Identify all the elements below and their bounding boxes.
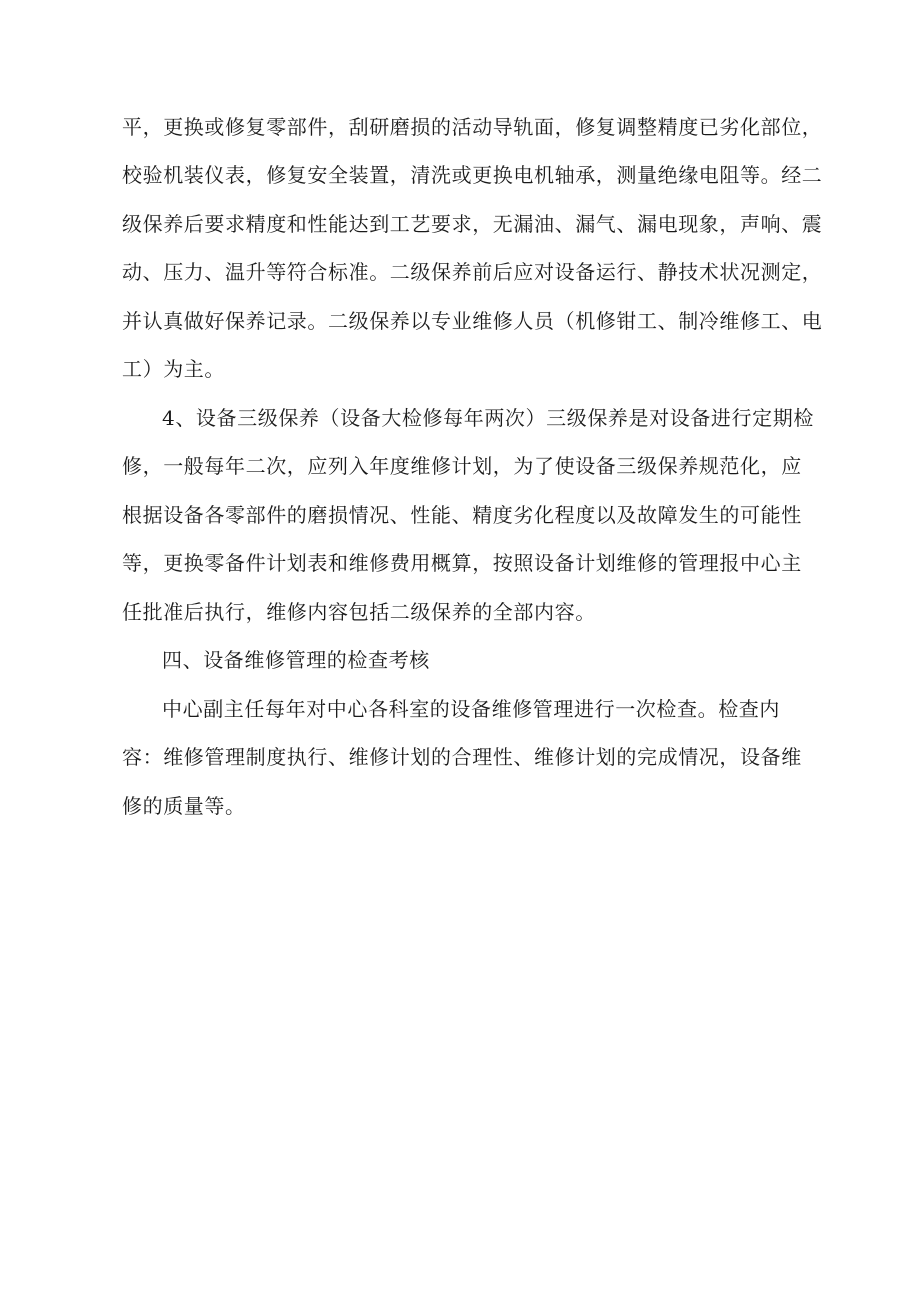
section-heading: 四、设备维修管理的检查考核 [162,648,430,672]
text-line: 并认真做好保养记录。二级保养以专业维修人员（机修钳工、制冷维修工、电 [122,309,823,333]
text-line: 容：维修管理制度执行、维修计划的合理性、维修计划的完成情况，设备维 [122,745,802,769]
text-line: 动、压力、温升等符合标准。二级保养前后应对设备运行、静技术状况测定， [122,260,823,284]
section-item-heading: 4、设备三级保养（设备大检修每年两次）三级保养是对设备进行定期检 [162,406,814,430]
text-line: 工）为主。 [122,357,225,381]
text-line: 中心副主任每年对中心各科室的设备维修管理进行一次检查。检查内 [162,697,780,721]
text-line: 修，一般每年二次，应列入年度维修计划，为了使设备三级保养规范化，应 [122,454,802,478]
text-line: 根据设备各零部件的磨损情况、性能、精度劣化程度以及故障发生的可能性 [122,503,802,527]
text-line: 修的质量等。 [122,794,246,818]
text-line: 平，更换或修复零部件，刮研磨损的活动导轨面，修复调整精度已劣化部位， [122,115,823,139]
text-line: 等，更换零备件计划表和维修费用概算，按照设备计划维修的管理报中心主 [122,551,802,575]
text-line: 校验机装仪表，修复安全装置，清洗或更换电机轴承，测量绝缘电阻等。经二 [122,163,823,187]
text-line: 任批准后执行，维修内容包括二级保养的全部内容。 [122,600,596,624]
text-line: 级保养后要求精度和性能达到工艺要求，无漏油、漏气、漏电现象，声响、震 [122,212,823,236]
